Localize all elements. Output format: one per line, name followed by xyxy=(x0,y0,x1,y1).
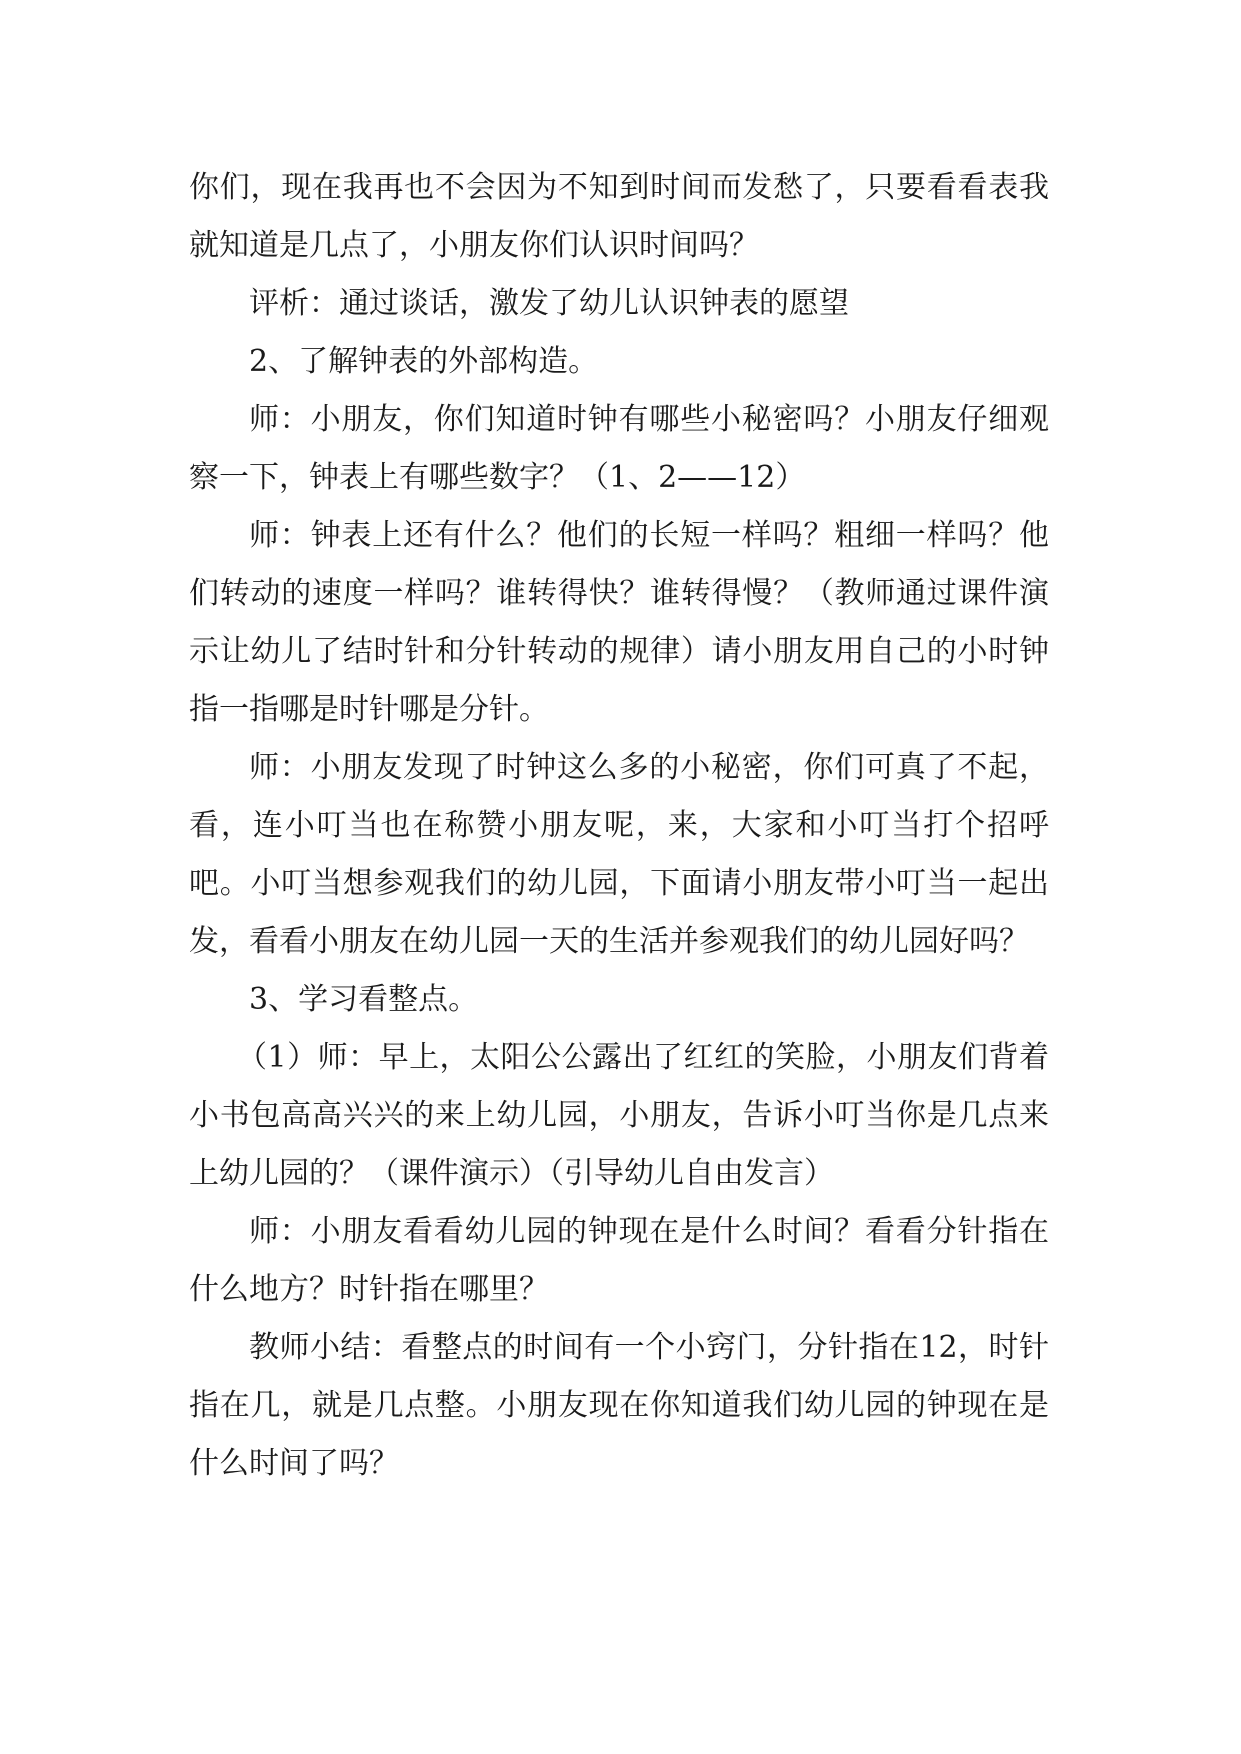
paragraph-morning-scene: （1）师：早上，太阳公公露出了红红的笑脸，小朋友们背着小书包高高兴兴的来上幼儿园，小朋友，告诉小叮当你是几点来上幼儿园的？（课件演示）（引导幼儿自由发言） xyxy=(189,1040,1049,1191)
paragraph-analysis: 评析：通过谈话，激发了幼儿认识钟表的愿望 xyxy=(249,286,849,321)
section-heading-2: 2、了解钟表的外部构造。 xyxy=(249,344,599,379)
document-body xyxy=(189,159,1049,1493)
section-heading-3: 3、学习看整点。 xyxy=(249,982,479,1017)
paragraph-teacher-question-2: 师：钟表上还有什么？他们的长短一样吗？粗细一样吗？他们转动的速度一样吗？谁转得快？谁转得慢？（教师通过课件演示让幼儿了结时针和分针转动的规律）请小朋友用自己的小时钟指一指哪是时针哪是分针。 xyxy=(189,518,1049,727)
paragraph-teacher-question-3: 师：小朋友看看幼儿园的钟现在是什么时间？看看分针指在什么地方？时针指在哪里？ xyxy=(189,1214,1049,1307)
paragraph-teacher-summary: 教师小结：看整点的时间有一个小窍门，分针指在12，时针指在几，就是几点整。小朋友现在你知道我们幼儿园的钟现在是什么时间了吗？ xyxy=(189,1330,1049,1481)
paragraph-teacher-question-1: 师：小朋友，你们知道时钟有哪些小秘密吗？小朋友仔细观察一下，钟表上有哪些数字？（1、2——12） xyxy=(189,402,1049,495)
paragraph-teacher-praise: 师：小朋友发现了时钟这么多的小秘密，你们可真了不起，看，连小叮当也在称赞小朋友呢，来，大家和小叮当打个招呼吧。小叮当想参观我们的幼儿园，下面请小朋友带小叮当一起出发，看看小朋友在幼儿园一天的生活并参观我们的幼儿园好吗？ xyxy=(189,750,1049,959)
paragraph-continuation: 你们，现在我再也不会因为不知到时间而发愁了，只要看看表我就知道是几点了，小朋友你们认识时间吗？ xyxy=(189,170,1049,263)
